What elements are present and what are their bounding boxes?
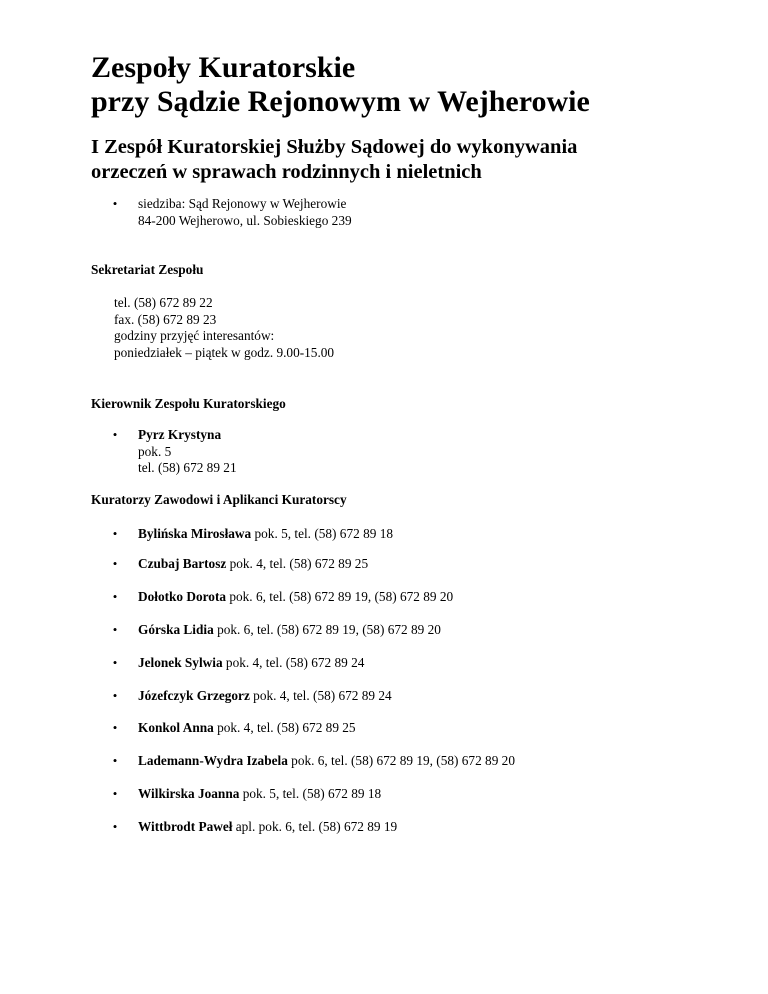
staff-name: Wilkirska Joanna — [138, 786, 240, 801]
manager-details — [138, 427, 237, 477]
staff-heading: Kuratorzy Zawodowi i Aplikanci Kuratorscy — [91, 492, 347, 507]
bullet-symbol: • — [112, 427, 118, 442]
staff-name: Bylińska Mirosława — [138, 526, 252, 541]
bullet-symbol: • — [112, 753, 118, 768]
manager-room: pok. 5 — [138, 443, 172, 459]
manager-phone: tel. (58) 672 89 21 — [138, 460, 237, 475]
seat-address-text — [138, 196, 352, 229]
bullet-symbol: • — [112, 196, 118, 211]
secretariat-fax: fax. (58) 672 89 23 — [114, 311, 217, 327]
staff-name: Czubaj Bartosz — [138, 556, 227, 571]
staff-contact: pok. 4, tel. (58) 672 89 24 — [222, 655, 365, 670]
staff-contact: apl. pok. 6, tel. (58) 672 89 19 — [232, 819, 398, 834]
title-line-1: Zespoły Kuratorskie — [91, 51, 356, 84]
staff-contact: pok. 4, tel. (58) 672 89 25 — [226, 556, 369, 571]
bullet-symbol: • — [112, 589, 118, 604]
page-title — [91, 51, 590, 119]
bullet-symbol: • — [112, 655, 118, 670]
staff-name: Wittbrodt Paweł — [138, 819, 233, 834]
staff-name: Józefczyk Grzegorz — [138, 688, 250, 703]
bullet-symbol: • — [112, 720, 118, 735]
manager-heading: Kierownik Zespołu Kuratorskiego — [91, 396, 286, 411]
bullet-symbol: • — [112, 688, 118, 703]
seat-line-2: 84-200 Wejherowo, ul. Sobieskiego 239 — [138, 212, 352, 228]
section-title-line-2: orzeczeń w sprawach rodzinnych i nieletnich — [91, 161, 482, 183]
secretariat-heading: Sekretariat Zespołu — [91, 262, 204, 277]
manager-item — [91, 427, 711, 477]
office-hours: poniedziałek – piątek w godz. 9.00-15.00 — [114, 344, 335, 360]
staff-contact: pok. 4, tel. (58) 672 89 24 — [249, 688, 392, 703]
staff-contact: pok. 5, tel. (58) 672 89 18 — [239, 786, 382, 801]
staff-name: Jelonek Sylwia — [138, 655, 223, 670]
title-line-2: przy Sądzie Rejonowym w Wejherowie — [91, 85, 590, 118]
section-title — [91, 135, 711, 185]
staff-contact: pok. 6, tel. (58) 672 89 19, (58) 672 89 20 — [213, 622, 441, 637]
staff-contact: pok. 4, tel. (58) 672 89 25 — [213, 720, 356, 735]
secretariat-phone: tel. (58) 672 89 22 — [114, 295, 213, 310]
staff-name: Konkol Anna — [138, 720, 214, 735]
bullet-symbol: • — [112, 622, 118, 637]
section-title-line-1: I Zespół Kuratorskiej Służby Sądowej do wykonywania — [91, 136, 578, 158]
manager-name: Pyrz Krystyna — [138, 427, 222, 442]
staff-contact: pok. 6, tel. (58) 672 89 19, (58) 672 89 20 — [287, 753, 515, 768]
bullet-symbol: • — [112, 819, 118, 834]
seat-address-item — [91, 196, 711, 230]
seat-line-1: siedziba: Sąd Rejonowy w Wejherowie — [138, 196, 347, 211]
secretariat-details — [114, 295, 334, 361]
bullet-symbol: • — [112, 526, 118, 541]
bullet-symbol: • — [112, 786, 118, 801]
staff-contact: pok. 6, tel. (58) 672 89 19, (58) 672 89 20 — [226, 589, 454, 604]
bullet-symbol: • — [112, 556, 118, 571]
staff-name: Lademann-Wydra Izabela — [138, 753, 288, 768]
staff-contact: pok. 5, tel. (58) 672 89 18 — [251, 526, 393, 541]
office-hours-label: godziny przyjęć interesantów: — [114, 328, 275, 343]
staff-name: Dołotko Dorota — [138, 589, 227, 604]
staff-name: Górska Lidia — [138, 622, 214, 637]
